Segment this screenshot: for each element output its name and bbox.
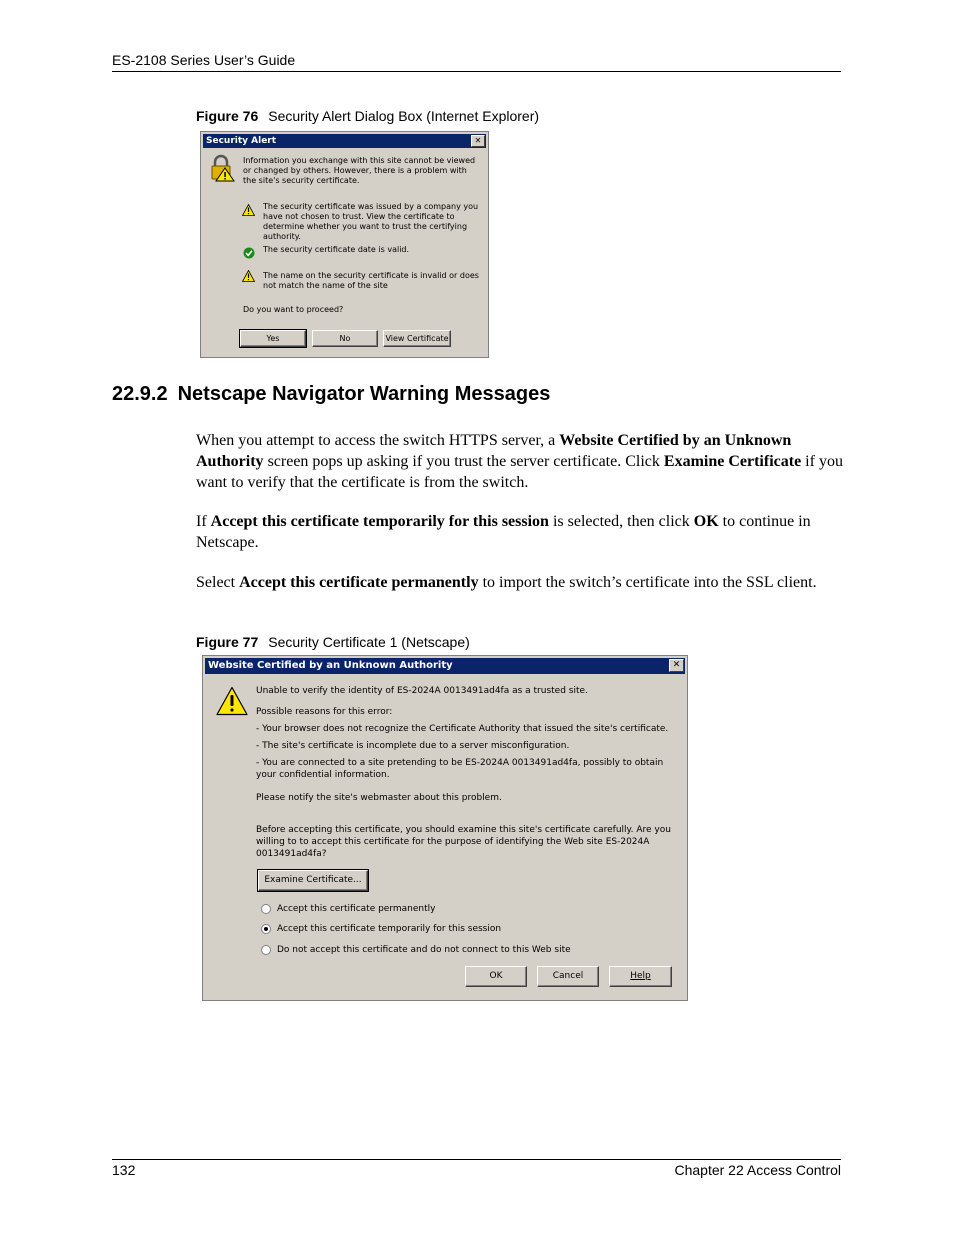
footer-rule — [112, 1159, 841, 1160]
warning-icon — [216, 686, 248, 716]
section-number: 22.9.2 — [112, 383, 168, 405]
page-number: 132 — [112, 1162, 136, 1178]
section-heading — [112, 383, 550, 406]
dialog-title: Website Certified by an Unknown Authority — [208, 660, 453, 671]
figure-76-caption — [196, 108, 539, 124]
examine-certificate-button[interactable]: Examine Certificate... — [258, 870, 368, 891]
yes-button[interactable]: Yes — [240, 330, 306, 347]
figure-77-caption — [196, 634, 470, 650]
close-button[interactable] — [471, 135, 485, 147]
radio-button-selected[interactable] — [261, 924, 271, 934]
unknown-authority-dialog — [202, 655, 688, 1001]
bold-term: Accept this certificate temporarily for this session — [210, 513, 549, 530]
text-run: screen pops up asking if you trust the server certificate. Click — [263, 453, 664, 470]
security-alert-dialog — [200, 131, 489, 358]
paragraph-1 — [196, 430, 844, 493]
figure-76-title: Security Alert Dialog Box (Internet Explorer) — [268, 108, 540, 124]
dialog-title-bar — [203, 134, 486, 148]
alert-item-text: The name on the security certificate is invalid or does not match the name of the site — [263, 271, 479, 290]
text-run: to continue in Netscape. — [196, 513, 811, 551]
before-accepting-message: Before accepting this certificate, you should examine this site's certificate carefully. Are you willing to to accept this certificate for the purpose of identifying the Web site ES-2024A 0013491ad4fa? — [256, 825, 671, 859]
dialog-intro: Information you exchange with this site cannot be viewed or changed by others. However, there is a problem with the site's security certificate. — [243, 156, 476, 185]
text-run: is selected, then click — [548, 513, 694, 530]
reasons-heading: Possible reasons for this error: — [256, 707, 393, 717]
close-icon: ✕ — [474, 136, 482, 145]
bold-term: Website Certified by an Unknown Authority — [196, 432, 792, 470]
reason-item: - You are connected to a site pretending to be ES-2024A 0013491ad4fa, possibly to obtain your confidential information. — [256, 758, 664, 780]
figure-76-label: Figure 76 — [196, 108, 259, 124]
close-icon: ✕ — [672, 660, 681, 670]
alert-item-text: The security certificate date is valid. — [263, 245, 410, 254]
text-run: if you want to verify that the certificate is from the switch. — [196, 453, 843, 491]
radio-label: Accept this certificate permanently — [277, 904, 436, 914]
warning-icon — [242, 204, 255, 216]
radio-button[interactable] — [261, 904, 271, 914]
checkmark-icon — [243, 247, 255, 259]
text-run: to import the switch’s certificate into the SSL client. — [478, 574, 817, 591]
notify-message: Please notify the site's webmaster about this problem. — [256, 793, 502, 803]
view-certificate-button[interactable]: View Certificate — [383, 330, 451, 347]
dialog-title-bar — [205, 658, 685, 674]
paragraph-3 — [196, 572, 844, 593]
no-button[interactable]: No — [312, 330, 378, 347]
text-run: When you attempt to access the switch HTTPS server, a — [196, 432, 560, 449]
bold-term: Examine Certificate — [663, 453, 802, 470]
radio-button[interactable] — [261, 945, 271, 955]
text-run: If — [196, 513, 211, 530]
identity-message: Unable to verify the identity of ES-2024A 0013491ad4fa as a trusted site. — [256, 686, 588, 696]
proceed-question: Do you want to proceed? — [243, 305, 344, 314]
bold-term: Accept this certificate permanently — [239, 574, 479, 591]
chapter-title: Chapter 22 Access Control — [674, 1162, 841, 1178]
warning-icon — [242, 270, 255, 282]
figure-77-title: Security Certificate 1 (Netscape) — [268, 634, 470, 650]
ok-button[interactable]: OK — [465, 966, 527, 987]
header-rule — [112, 71, 841, 72]
reason-item: - Your browser does not recognize the Certificate Authority that issued the site's certificate. — [256, 724, 669, 734]
paragraph-2 — [196, 511, 844, 553]
figure-77-label: Figure 77 — [196, 634, 259, 650]
running-header: ES-2108 Series User’s Guide — [112, 52, 296, 68]
padlock-warning-icon — [209, 154, 235, 182]
section-title: Netscape Navigator Warning Messages — [177, 383, 551, 405]
dialog-title: Security Alert — [206, 136, 277, 146]
close-button[interactable] — [669, 659, 684, 672]
cancel-button[interactable]: Cancel — [537, 966, 599, 987]
radio-label: Accept this certificate temporarily for this session — [277, 924, 502, 934]
help-button[interactable]: Help — [609, 966, 672, 987]
radio-label: Do not accept this certificate and do not connect to this Web site — [277, 945, 571, 955]
alert-item-text: The security certificate was issued by a company you have not chosen to trust. View the certificate to determine whether you want to trust the certifying authority. — [263, 202, 479, 241]
bold-term: OK — [693, 513, 719, 530]
text-run: Select — [196, 574, 240, 591]
reason-item: - The site's certificate is incomplete due to a server misconfiguration. — [256, 741, 570, 751]
